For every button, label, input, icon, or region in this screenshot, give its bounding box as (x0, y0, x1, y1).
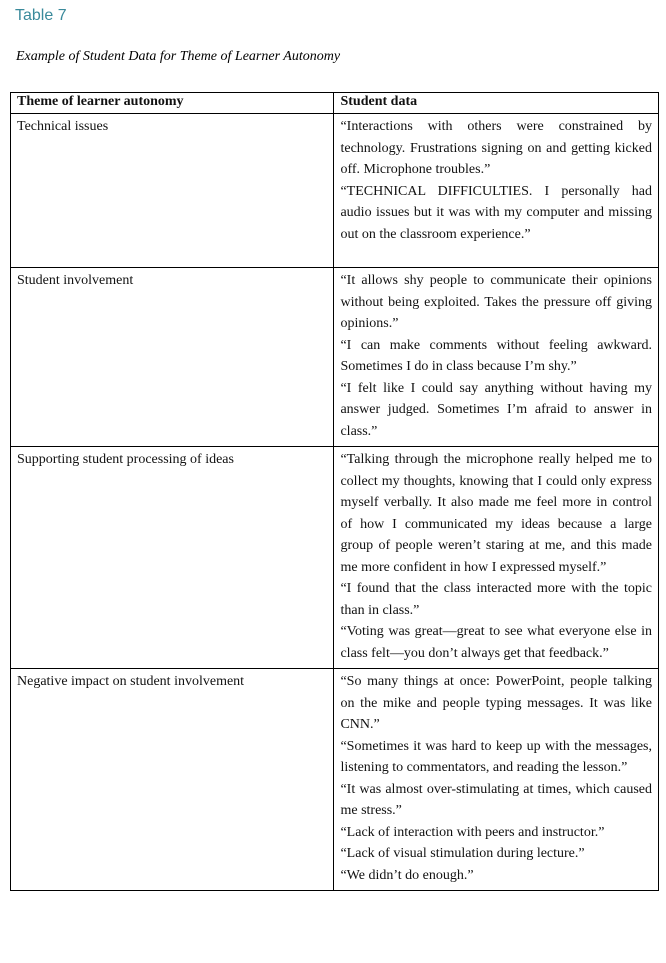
header-row (11, 93, 659, 114)
student-quote: “It allows shy people to communicate their opinions without being exploited. Takes the pressure off giving opinions.” (340, 273, 652, 331)
student-data-cell (334, 669, 659, 891)
data-table (10, 92, 659, 891)
theme-cell: Student involvement (11, 268, 334, 447)
student-data-cell (334, 268, 659, 447)
theme-cell: Technical issues (11, 114, 334, 268)
table-caption: Example of Student Data for Theme of Learner Autonomy (16, 49, 341, 64)
student-quote: “I can make comments without feeling awkward. Sometimes I do in class because I’m shy.” (340, 337, 652, 374)
student-quote: “Sometimes it was hard to keep up with the messages, listening to commentators, and reading the lesson.” (340, 738, 652, 775)
table-label: Table 7 (15, 7, 67, 24)
table-row (11, 447, 659, 669)
student-quote: “I found that the class interacted more with the topic than in class.” (340, 581, 652, 618)
table-row (11, 268, 659, 447)
student-quote: “So many things at once: PowerPoint, people talking on the mike and people typing messages. It was like CNN.” (340, 674, 652, 732)
column-header-student-data: Student data (334, 93, 659, 114)
table-row (11, 114, 659, 268)
student-quote: “Lack of interaction with peers and instructor.” (340, 824, 605, 840)
student-quote: “It was almost over-stimulating at times, which caused me stress.” (340, 781, 652, 818)
student-data-cell (334, 114, 659, 268)
student-quote: “Voting was great—great to see what everyone else in class felt—you don’t always get that feedback.” (340, 624, 652, 661)
theme-cell: Negative impact on student involvement (11, 669, 334, 891)
student-quote: “I felt like I could say anything without having my answer judged. Sometimes I’m afraid to answer in class.” (340, 380, 652, 439)
table-row (11, 669, 659, 891)
student-quote: “Talking through the microphone really helped me to collect my thoughts, knowing that I could only express myself verbally. It also made me feel more in control of how I communicated my ideas because a large group of people weren’t staring at me, and this made me more confident in how I expressed myself.” (340, 452, 652, 575)
student-quote: “Lack of visual stimulation during lecture.” (340, 846, 585, 861)
column-header-theme: Theme of learner autonomy (11, 93, 334, 114)
student-quote: “TECHNICAL DIFFICULTIES. I personally had audio issues but it was with my computer and missing out on the classroom experience.” (340, 183, 652, 242)
theme-cell: Supporting student processing of ideas (11, 447, 334, 669)
student-data-cell (334, 447, 659, 669)
student-quote: “We didn’t do enough.” (340, 867, 474, 883)
student-quote: “Interactions with others were constrained by technology. Frustrations signing on and getting kicked off. Microphone troubles.” (340, 119, 652, 177)
